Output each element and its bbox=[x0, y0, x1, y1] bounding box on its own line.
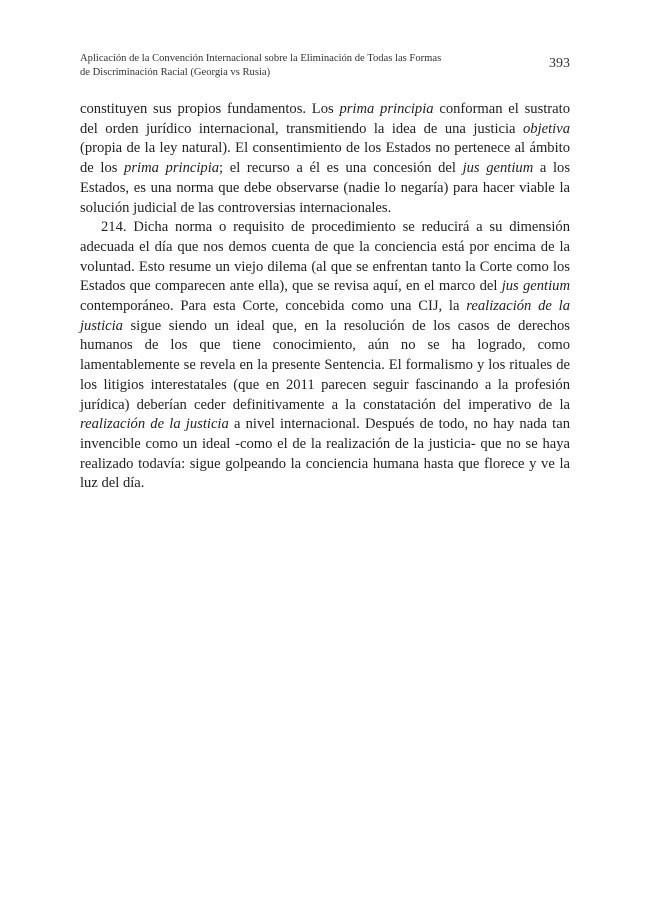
text-run: ; el recurso a él es una concesión del bbox=[219, 160, 463, 177]
running-header bbox=[80, 52, 572, 80]
text-run: a nivel internacional. Después de todo, no hay nada tan invencible como un ideal -como el de la realización de la justicia- que no se haya realizado todavía: sigue golpeando la conciencia humana hasta que florece y ve la luz del día. bbox=[80, 416, 570, 492]
text-run: 214. Dicha norma o requisito de procedimiento se reducirá a su dimensión adecuada el día que nos demos cuenta de que la conciencia está por encima de la voluntad. Esto resume un viejo dilema (al que se enfrentan tanto la Corte como los Estados que comparecen ante ella), que se revisa aquí, en el marco del bbox=[80, 219, 570, 295]
italic-term: jus gentium bbox=[501, 278, 570, 295]
text-run: constituyen sus propios fundamentos. Los bbox=[80, 101, 340, 117]
running-title-line-2: de Discriminación Racial (Georgia vs Rusia) bbox=[80, 67, 271, 78]
paragraph-1 bbox=[80, 100, 570, 218]
italic-term: realización de la justicia bbox=[80, 298, 571, 334]
italic-term: prima principia bbox=[339, 101, 434, 117]
text-run: contemporáneo. Para esta Corte, concebida como una CIJ, la bbox=[80, 298, 467, 315]
text-run: a los Estados, es una norma que debe observarse (nadie lo negaría) para hacer viable la solución judicial de las controversias internacionales. bbox=[80, 160, 570, 216]
italic-term: objetiva bbox=[522, 120, 570, 137]
text-run: sigue siendo un ideal que, en la resolución de los casos de derechos humanos de los que tiene conocimiento, aún no se ha logrado, como lamentablemente se revela en la presente Sentencia. El formalismo y los rituales de los litigios interestatales (que en 2011 parecen seguir fascinando a la profesión jurídica) deberían ceder definitivamente a la constatación del imperativo de la bbox=[80, 317, 570, 413]
body-text bbox=[80, 100, 570, 494]
italic-term: jus gentium bbox=[462, 160, 534, 177]
running-title-line-1: Aplicación de la Convención Internacional sobre la Eliminación de Todas las Formas bbox=[80, 53, 442, 64]
text-run: (propia de la ley natural). El consentimiento de los Estados no pertenece al ámbito de los bbox=[80, 140, 570, 177]
italic-term: prima principia bbox=[124, 160, 220, 177]
text-run: conforman el sustrato del orden jurídico internacional, transmitiendo la idea de una justicia bbox=[80, 101, 570, 137]
italic-term: realización de la justicia bbox=[80, 416, 229, 433]
paragraph-214 bbox=[80, 218, 570, 494]
page-number: 393 bbox=[549, 56, 570, 71]
